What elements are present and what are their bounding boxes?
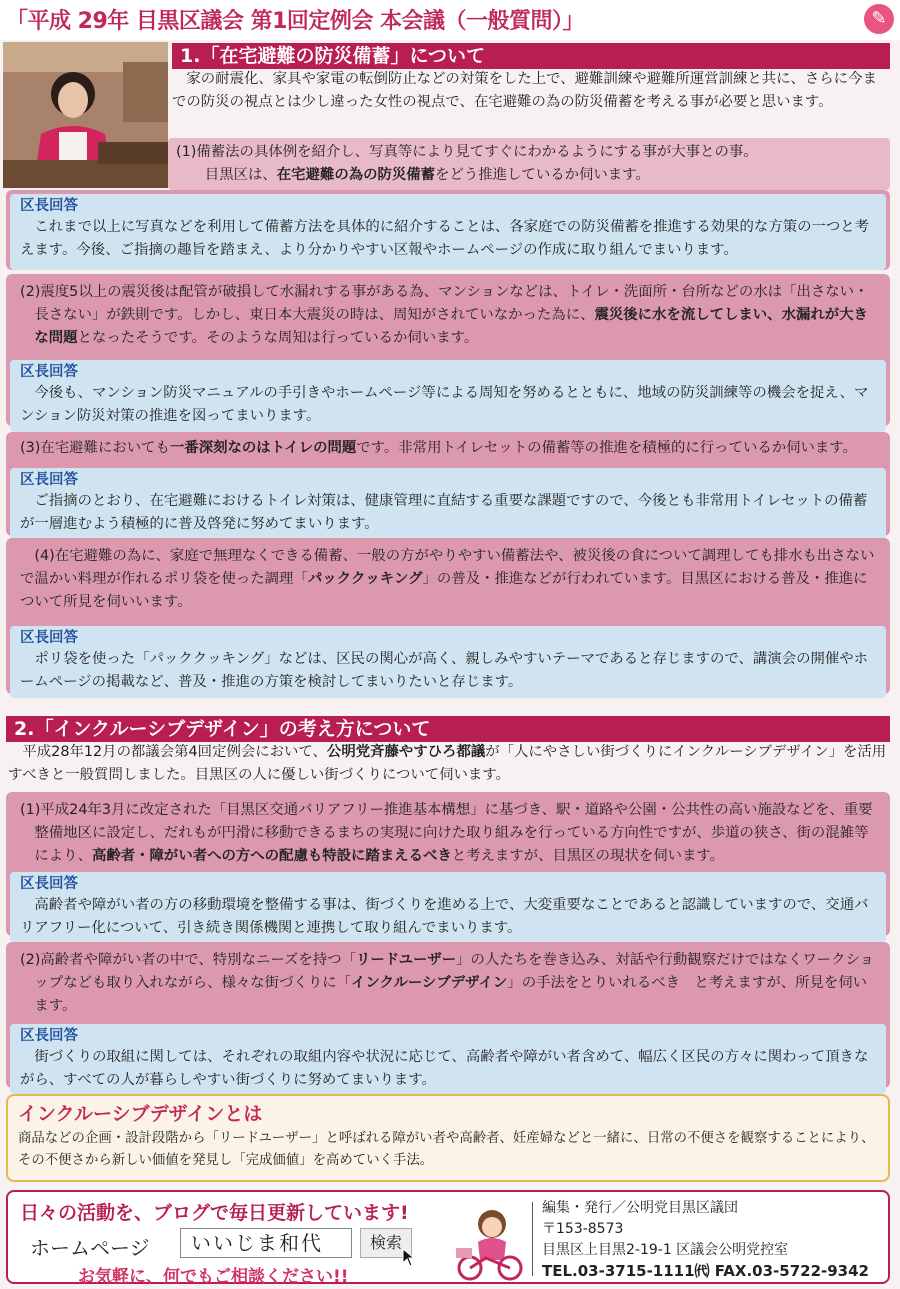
answer-label: 区長回答: [20, 630, 78, 646]
section1-heading: 1.「在宅避難の防災備蓄」について: [172, 43, 890, 69]
question-text: [20, 545, 876, 614]
question-text: (1)平成24年3月に改定された「目黒区交通バリアフリー推進基本構想」に基づき、駅・道路や公園・公共性の高い施設などを、重要整備地区に設定し、だれもが円滑に移動できるまちの実現に向けた取り組みを行っている方向性ですが、歩道の狭さ、街の混雑等により、: [20, 802, 873, 864]
mascot-icon: [448, 1202, 528, 1282]
publisher: 編集・発行／公明党目黒区議団: [542, 1200, 738, 1216]
question-text: [20, 281, 876, 350]
question-emphasis: インクルーシブデザイン: [351, 975, 508, 991]
definition-box: [6, 1094, 890, 1182]
question-2-2: [10, 946, 886, 1024]
question-2-1: [10, 796, 886, 872]
question-text: (3)在宅避難においても: [20, 440, 170, 456]
search-input[interactable]: いいじま和代: [180, 1228, 352, 1258]
answer-label: 区長回答: [20, 1028, 78, 1044]
question-text: (4)在宅避難の為に、家庭で無理なくできる備蓄、一般の方がやりやすい備蓄法や、被災後の食について調理しても排水も出さないで温かい料理が作れるポリ袋を使った調理「: [20, 548, 875, 587]
intro-text: が「人にやさしい街づくりにインクルーシブデザイン」を活用すべきと一般質問しました。目黒区の人に優しい街づくりについて伺います。: [8, 744, 887, 783]
blog-notice: 日々の活動を、ブログで毎日更新しています!: [20, 1202, 409, 1224]
contact-info: [542, 1198, 869, 1282]
answer-text: 街づくりの取組に関しては、それぞれの取組内容や状況に応じて、高齢者や障がい者含めて、幅広く区民の方々に関わって頂きながら、すべての人が暮らしやすい街づくりに努めてまいります。: [20, 1049, 869, 1088]
speaker-photo: [3, 42, 168, 188]
question-text: (2)震度5以上の震災後は配管が破損して水漏れする事がある為、マンションなどは、トイレ・洗面所・台所などの水は「出さない・長さない」が鉄則です。しかし、東日本大震災の時は、周知がされていなかった為に、: [20, 284, 869, 323]
consult-message: お気軽に、何でもご相談ください!!: [78, 1267, 349, 1287]
question-text: (2)高齢者や障がい者の中で、特別なニーズを持つ「: [20, 952, 356, 968]
question-emphasis: 在宅避難の為の防災備蓄: [276, 167, 436, 183]
question-text: [20, 437, 876, 460]
question-text: 」の人たちを巻き込み、対話や行動観察だけではなくワークショップなども取り入れながら、様々な街づくりに「: [34, 952, 875, 991]
tel-fax: TEL.03-3715-1111㈹ FAX.03-5722-9342: [542, 1262, 869, 1280]
answer-label: 区長回答: [20, 876, 78, 892]
question-1-1: [168, 138, 890, 190]
question-emphasis: パッククッキング: [307, 571, 423, 587]
answer-box: [10, 194, 886, 270]
section2-intro: [8, 741, 888, 787]
page-title: 「平成 29年 目黒区議会 第1回定例会 本会議（一般質問）」: [6, 9, 585, 34]
answer-text: 高齢者や障がい者の方の移動環境を整備する事は、街づくりを進める上で、大変重要なことであると認識していますので、交通バリアフリー化について、引き続き関係機関と連携して取り組んでまいります。: [20, 897, 869, 936]
question-emphasis: 震災後に水を流してしまい、水漏れが大きな問題: [34, 307, 868, 346]
answer-text: ポリ袋を使った「パッククッキング」などは、区民の関心が高く、親しみやすいテーマであると存じますので、講演会の開催やホームページの掲載など、普及・推進の方策を検討してまいりたいと存じます。: [20, 651, 869, 690]
question-text: です。非常用トイレセットの備蓄等の推進を積極的に行っているか伺います。: [356, 440, 857, 456]
question-emphasis: リードユーザー: [355, 952, 457, 968]
cursor-icon: [402, 1248, 418, 1268]
definition-text: 商品などの企画・設計段階から「リードユーザー」と呼ばれる障がい者や高齢者、妊産婦などと一緒に、日常の不便さを観察することにより、その不便さから新しい価値を発見し「完成価値」を高めていく手法。: [18, 1131, 875, 1168]
pencil-icon: ✎: [864, 4, 894, 34]
section2-heading: 2.「インクルーシブデザイン」の考え方について: [6, 716, 890, 742]
definition-title: インクルーシブデザインとは: [18, 1103, 263, 1125]
answer-box: [10, 468, 886, 540]
question-emphasis: 高齢者・障がい者への方への配慮も特設に踏まえるべき: [91, 848, 452, 864]
answer-label: 区長回答: [20, 364, 78, 380]
question-1-4: [10, 542, 886, 626]
question-1-3: [10, 436, 886, 468]
postal-code: 〒153-8573: [542, 1221, 624, 1237]
qa-group-2-1: [6, 792, 890, 936]
question-1-2: [10, 278, 886, 360]
answer-text: これまで以上に写真などを利用して備蓄方法を具体的に紹介することは、各家庭での防災備蓄を推進する効果的な方策の一つと考えます。今後、ご指摘の趣旨を踏まえ、より分かりやすい区報やホームページの作成に取り組んでまいります。: [20, 219, 870, 258]
qa-group-1-3: [6, 432, 890, 536]
answer-text: 今後も、マンション防災マニュアルの手引きやホームページ等による周知を努めるとともに、地域の防災訓練等の機会を捉え、マンション防災対策の推進を図ってまいります。: [20, 385, 869, 424]
question-text: (1)備蓄法の具体例を紹介し、写真等により見てすぐにわかるようにする事が大事との事。: [176, 144, 758, 160]
question-text: [20, 949, 876, 1018]
search-button[interactable]: 検索: [360, 1228, 412, 1258]
answer-label: 区長回答: [20, 198, 78, 214]
qa-group-2-2: [6, 942, 890, 1088]
intro-emphasis: 公明党斉藤やすひろ都議: [326, 744, 486, 760]
homepage-label: ホームページ: [30, 1236, 150, 1260]
question-text: をどう推進しているか伺います。: [435, 167, 650, 183]
qa-group-1-4: [6, 538, 890, 694]
question-text: と考えますが、目黒区の現状を伺います。: [451, 848, 725, 864]
address: 目黒区上目黒2-19-1 区議会公明党控室: [542, 1242, 789, 1258]
footer: [6, 1190, 890, 1287]
question-text: 」の手法をとりいれるべき と考えますが、所見を伺います。: [34, 975, 868, 1014]
question-text: 」の普及・推進などが行われています。目黒区における普及・推進について所見を伺いいます。: [20, 571, 868, 610]
question-text: となったそうです。そのような周知は行っているか伺います。: [77, 330, 479, 346]
title-bar: [0, 0, 900, 40]
answer-box: [10, 1024, 886, 1094]
section1-intro: 家の耐震化、家具や家電の転倒防止などの対策をした上で、避難訓練や避難所運営訓練と共に、さらに今までの防災の視点とは少し違った女性の視点で、在宅避難の為の防災備蓄を考える事が必要と思います。: [172, 71, 877, 110]
footer-divider: [532, 1202, 533, 1276]
question-emphasis: 一番深刻なのはトイレの問題: [169, 440, 357, 456]
question-text-2: [176, 164, 880, 187]
answer-box: [10, 360, 886, 432]
question-text: 目黒区は、: [204, 167, 277, 183]
answer-box: [10, 872, 886, 942]
answer-group-1-1: [6, 190, 890, 270]
qa-group-1-2: [6, 274, 890, 426]
answer-box: [10, 626, 886, 698]
answer-label: 区長回答: [20, 472, 78, 488]
question-text: [20, 799, 876, 868]
intro-text: 平成28年12月の都議会第4回定例会において、: [22, 744, 327, 760]
answer-text: ご指摘のとおり、在宅避難におけるトイレ対策は、健康管理に直結する重要な課題ですので、今後とも非常用トイレセットの備蓄が一層進むよう積極的に普及啓発に努めてまいります。: [20, 493, 868, 532]
